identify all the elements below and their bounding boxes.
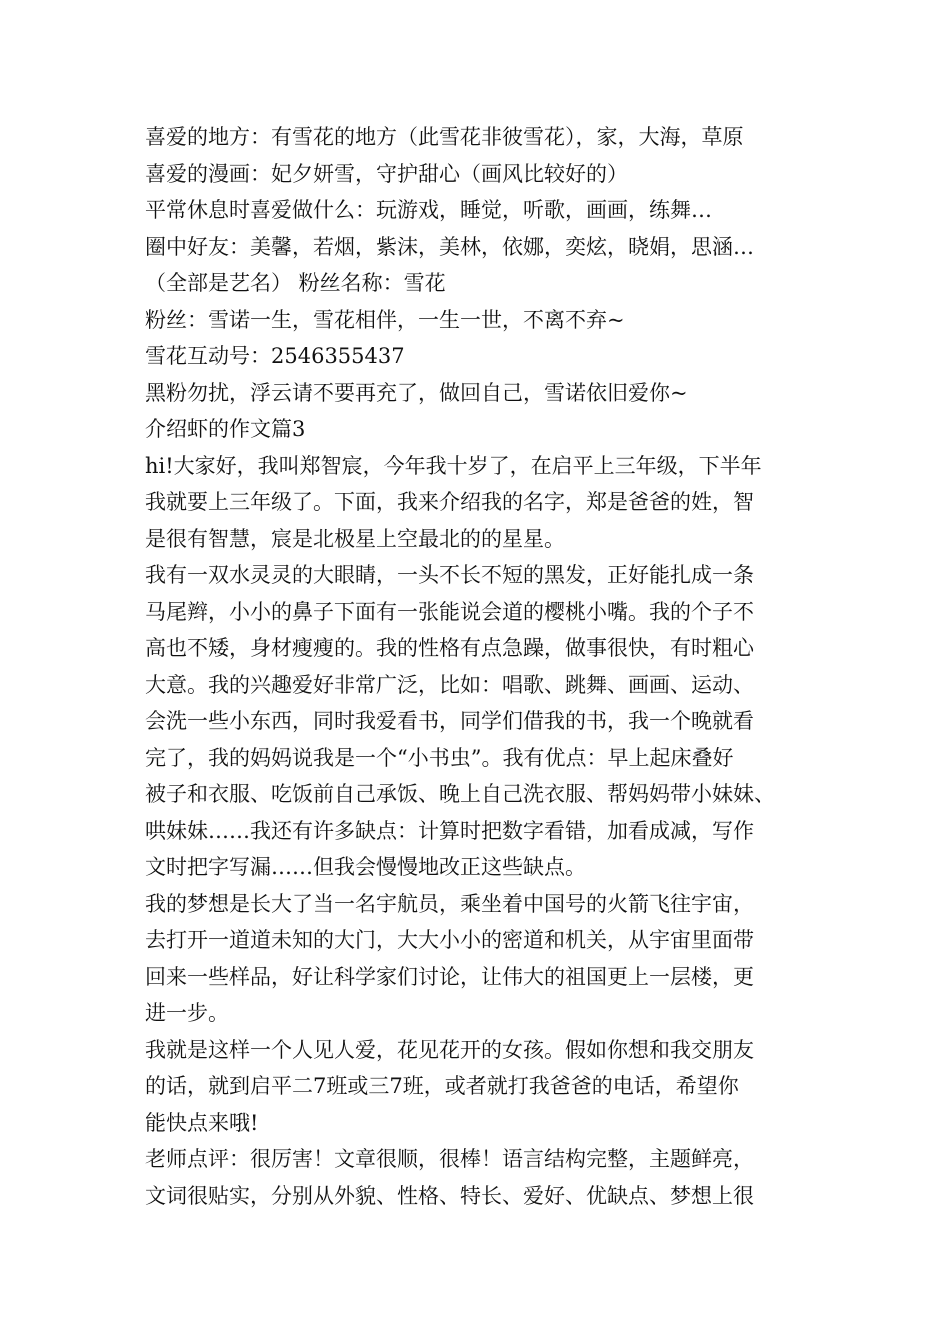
text-line: 哄妹妹……我还有许多缺点：计算时把数字看错，加看成减，写作 <box>145 818 754 843</box>
text-line: 会洗一些小东西，同时我爱看书，同学们借我的书，我一个晚就看 <box>145 709 754 733</box>
text-line: 喜爱的漫画：妃夕妍雪，守护甜心（画风比较好的） <box>145 161 628 186</box>
text-line: 去打开一道道未知的大门，大大小小的密道和机关，从宇宙里面带 <box>145 928 754 952</box>
text-line: 我就是这样一个人见人爱，花见花开的女孩。假如你想和我交朋友 <box>145 1037 754 1062</box>
text-line: 被子和衣服、吃饭前自己承饭、晚上自己洗衣服、帮妈妈带小妹妹、 <box>145 782 775 806</box>
text-line: 文词很贴实，分别从外貌、性格、特长、爱好、优缺点、梦想上很 <box>145 1183 754 1208</box>
document-page <box>145 119 815 1214</box>
text-line: 能快点来哦! <box>145 1110 259 1135</box>
text-line: 我就要上三年级了。下面，我来介绍我的名字，郑是爸爸的姓，智 <box>145 490 754 514</box>
text-line: 高也不矮，身材瘦瘦的。我的性格有点急躁，做事很快，有时粗心 <box>145 636 754 660</box>
text-line: 完了，我的妈妈说我是一个“小书虫”。我有优点：早上起床叠好 <box>145 745 734 770</box>
text-line: 的话，就到启平二7班或三7班，或者就打我爸爸的电话，希望你 <box>145 1074 739 1098</box>
text-line: 雪花互动号：2546355437 <box>145 344 405 368</box>
text-line: 马尾辫，小小的鼻子下面有一张能说会道的樱桃小嘴。我的个子不 <box>145 599 754 624</box>
text-line: 进一步。 <box>145 1001 229 1025</box>
text-line: 圈中好友：美馨，若烟，紫沫，美林，依娜，奕炫，晓娟，思涵… <box>145 234 754 259</box>
text-line: 喜爱的地方：有雪花的地方（此雪花非彼雪花），家，大海，草原 <box>145 125 744 149</box>
text-line: （全部是艺名） 粉丝名称：雪花 <box>145 271 446 295</box>
text-line: 回来一些样品，好让科学家们讨论，让伟大的祖国更上一层楼，更 <box>145 964 754 989</box>
text-line: 老师点评：很厉害！文章很顺，很棒！语言结构完整，主题鲜亮， <box>145 1147 754 1171</box>
text-line: 是很有智慧，宸是北极星上空最北的的星星。 <box>145 526 565 551</box>
text-line: 大意。我的兴趣爱好非常广泛，比如：唱歌、跳舞、画画、运动、 <box>145 672 754 697</box>
section-heading: 介绍虾的作文篇3 <box>145 417 306 441</box>
text-line: 文时把字写漏……但我会慢慢地改正这些缺点。 <box>145 855 586 879</box>
text-line: 平常休息时喜爱做什么：玩游戏，睡觉，听歌，画画，练舞… <box>145 198 712 222</box>
text-line: 黑粉勿扰，浮云请不要再充了，做回自己，雪诺依旧爱你~ <box>145 380 688 405</box>
text-line: hi!大家好，我叫郑智宸，今年我十岁了，在启平上三年级，下半年 <box>145 453 762 478</box>
text-line: 我的梦想是长大了当一名宇航员，乘坐着中国号的火箭飞往宇宙， <box>145 891 754 916</box>
text-line: 我有一双水灵灵的大眼睛，一头不长不短的黑发，正好能扎成一条 <box>145 563 754 587</box>
text-line: 粉丝：雪诺一生，雪花相伴，一生一世，不离不弃~ <box>145 307 625 332</box>
